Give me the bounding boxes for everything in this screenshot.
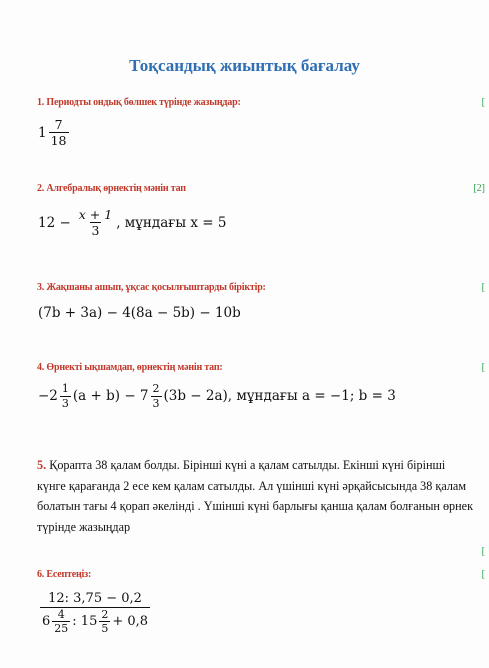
- compound-fraction: [40, 592, 150, 635]
- expr-part: (a + b) − 7: [72, 388, 149, 405]
- question-1-expression: [38, 118, 71, 147]
- numerator: 7: [54, 117, 63, 132]
- question-4-mark: [: [481, 362, 485, 373]
- question-4-heading: 4. Өрнекті ықшамдап, өрнектің мәнін тап:: [37, 362, 223, 373]
- question-5-mark: [: [481, 546, 485, 557]
- denominator: 3: [152, 396, 160, 410]
- expr-part: + 0,8: [112, 613, 149, 629]
- question-3-expression: (7b + 3a) − 4(8a − 5b) − 10b: [38, 305, 241, 321]
- expr-part: −2: [38, 388, 58, 405]
- denominator: 3: [91, 223, 100, 239]
- numerator: 1: [61, 382, 69, 395]
- question-5-text: [37, 455, 477, 537]
- compound-denominator: [40, 607, 150, 635]
- question-5-number: 5.: [37, 458, 47, 472]
- numerator: 4: [57, 607, 65, 621]
- fraction: [49, 118, 69, 147]
- question-1-heading: 1. Периодты ондық бөлшек түрінде жазыңдар:: [37, 97, 241, 108]
- question-4-expression: [38, 383, 396, 409]
- question-5-body: Қорапта 38 қалам болды. Бірінші күні a қалам сатылды. Екінші күні бірінші күнге қарағанда 2 есе кем қалам сатылды. Ал үшінші күні әрқайсысында 38 қалам болатын тағы 4 қорап әкелінді . Үшінші күні барлығы қанша қалам болғанын өрнек түрінде жазыңдар: [37, 458, 473, 534]
- mixed-whole: 1: [38, 124, 47, 141]
- question-6-mark: [: [481, 569, 485, 580]
- question-1-mark: [: [481, 97, 485, 108]
- fraction: [77, 208, 114, 237]
- compound-numerator: 12: 3,75 − 0,2: [48, 591, 142, 606]
- fraction: [99, 609, 110, 635]
- denominator: 25: [54, 622, 69, 636]
- expr-lead: 12 −: [38, 214, 71, 231]
- question-2-expression: [38, 208, 227, 237]
- denominator: 18: [50, 133, 67, 149]
- fraction: [151, 383, 162, 409]
- question-2-mark: [2]: [473, 183, 485, 194]
- expr-tail: , мұндағы x = 5: [116, 214, 227, 231]
- question-2-heading: 2. Алгебралық өрнектің мәнін тап: [37, 183, 186, 194]
- fraction: [52, 609, 70, 635]
- expr-part: : 15: [72, 613, 98, 629]
- numerator: 2: [152, 382, 160, 395]
- question-3-heading: 3. Жақшаны ашып, ұқсас қосылғыштарды біріктір:: [37, 282, 266, 293]
- numerator: x + 1: [78, 207, 113, 222]
- fraction: [60, 383, 71, 409]
- page-title: Тоқсандық жиынтық бағалау: [129, 56, 360, 75]
- denominator: 5: [101, 622, 109, 636]
- mixed-whole: 6: [42, 613, 51, 629]
- numerator: 2: [101, 607, 109, 621]
- question-3-mark: [: [481, 282, 485, 293]
- question-6-heading: 6. Есептеңіз:: [37, 569, 92, 580]
- expr-part: (3b − 2a), мұндағы a = −1; b = 3: [163, 388, 396, 405]
- denominator: 3: [61, 396, 69, 410]
- question-6-expression: [38, 592, 152, 635]
